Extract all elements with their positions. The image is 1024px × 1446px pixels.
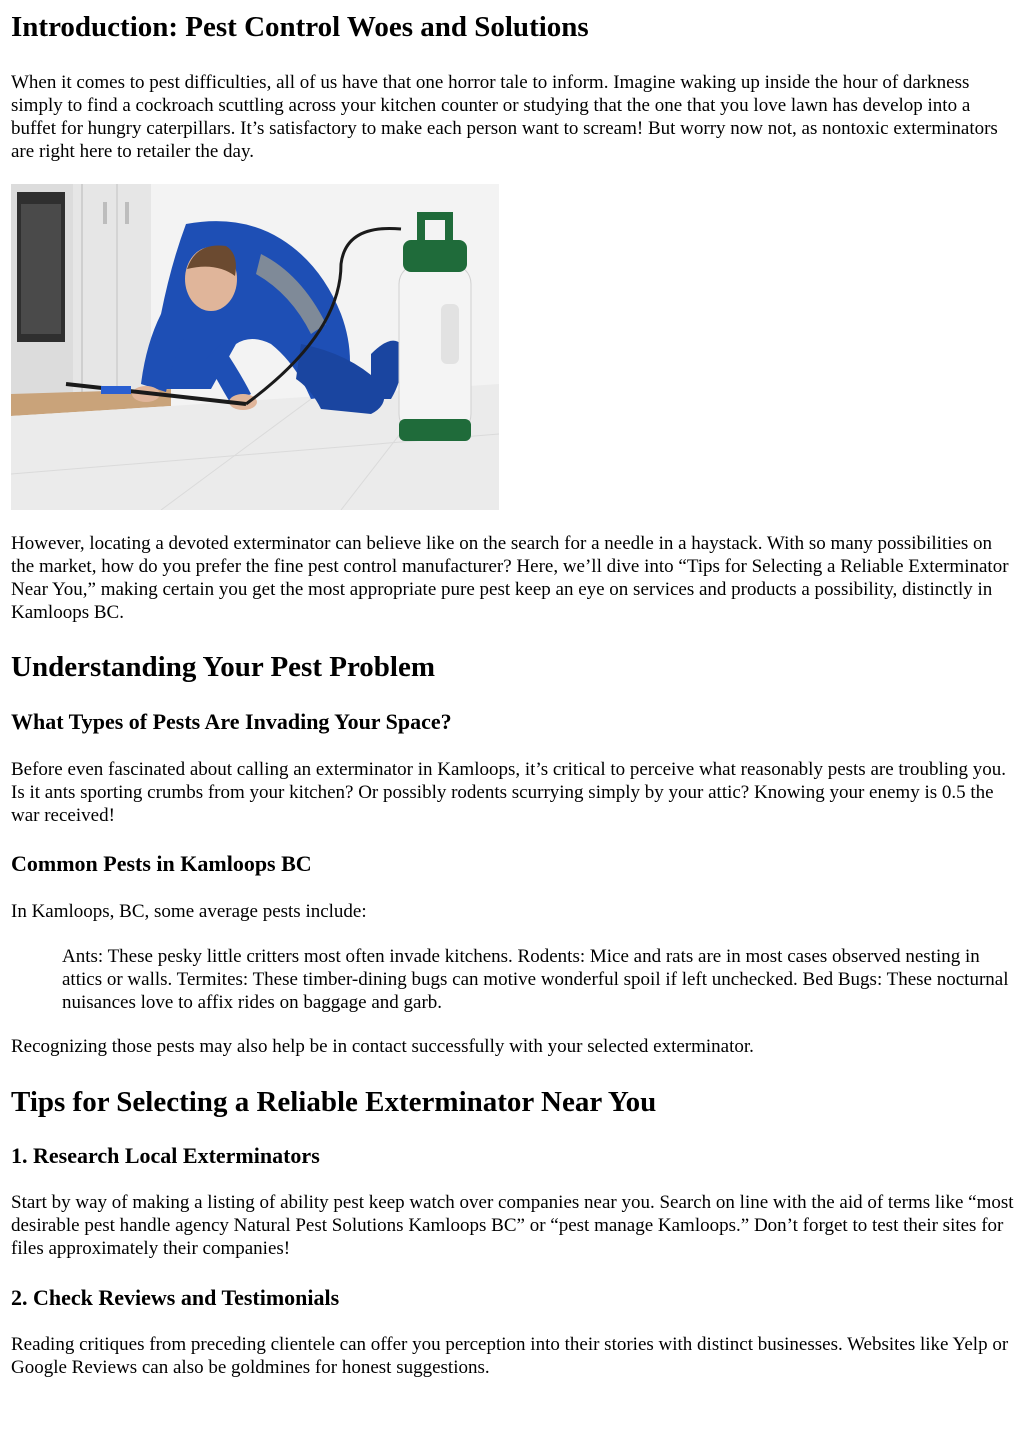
common-pests-intro: In Kamloops, BC, some average pests include: <box>11 901 367 922</box>
subheading-common-pests: Common Pests in Kamloops BC <box>11 851 312 876</box>
research-paragraph: Start by way of making a listing of ability pest keep watch over companies near you. Search on line with the aid of terms like “most desirable pest handle agency Natural Pest Solutions Kamloops BC” or “pest manage Kamloops.” Don’t forget to test their sites for files approximately their companies! <box>11 1192 1014 1259</box>
pest-types-paragraph: Before even fascinated about calling an exterminator in Kamloops, it’s critical to perceive what reasonably pests are troubling you. Is it ants sporting crumbs from your kitchen? Or possibly rodents scurrying simply by your attic? Knowing your enemy is 0.5 the war received! <box>11 759 1007 826</box>
section-heading-tips: Tips for Selecting a Reliable Exterminator Near You <box>11 1086 657 1118</box>
reviews-paragraph: Reading critiques from preceding clientele can offer you perception into their stories with distinct businesses. Websites like Yelp or Google Reviews can also be goldmines for honest suggestions. <box>11 1334 1009 1378</box>
recognize-paragraph: Recognizing those pests may also help be in contact successfully with your selected exterminator. <box>11 1036 754 1057</box>
intro-heading: Introduction: Pest Control Woes and Solutions <box>11 11 589 43</box>
intro-paragraph-2: However, locating a devoted exterminator can believe like on the search for a needle in a haystack. With so many possibilities on the market, how do you prefer the fine pest control manufacturer? Here, we’ll dive into “Tips for Selecting a Reliable Exterminator Near You,” making certain you get the most appropriate pure pest keep an eye on services and products a possibility, distinctly in Kamloops BC. <box>11 533 1009 623</box>
hero-image <box>11 184 499 510</box>
subheading-research: 1. Research Local Exterminators <box>11 1143 320 1168</box>
subheading-reviews: 2. Check Reviews and Testimonials <box>11 1285 340 1310</box>
intro-paragraph: When it comes to pest difficulties, all of us have that one horror tale to inform. Imagine waking up inside the hour of darkness simply to find a cockroach scuttling across your kitchen counter or studying that the one that you love lawn has develop into a buffet for hungry caterpillars. It’s satisfactory to make each person want to scream! But worry now not, as nontoxic exterminators are right here to retailer the day. <box>11 72 998 162</box>
section-heading-understanding: Understanding Your Pest Problem <box>11 651 436 683</box>
subheading-pest-types: What Types of Pests Are Invading Your Space? <box>11 709 452 734</box>
common-pests-list: Ants: These pesky little critters most often invade kitchens. Rodents: Mice and rats are in most cases observed nesting in attics or walls. Termites: These timber-dining bugs can motive wonderful spoil if left unchecked. Bed Bugs: These nocturnal nuisances love to affix rides on baggage and garb. <box>62 946 1009 1013</box>
